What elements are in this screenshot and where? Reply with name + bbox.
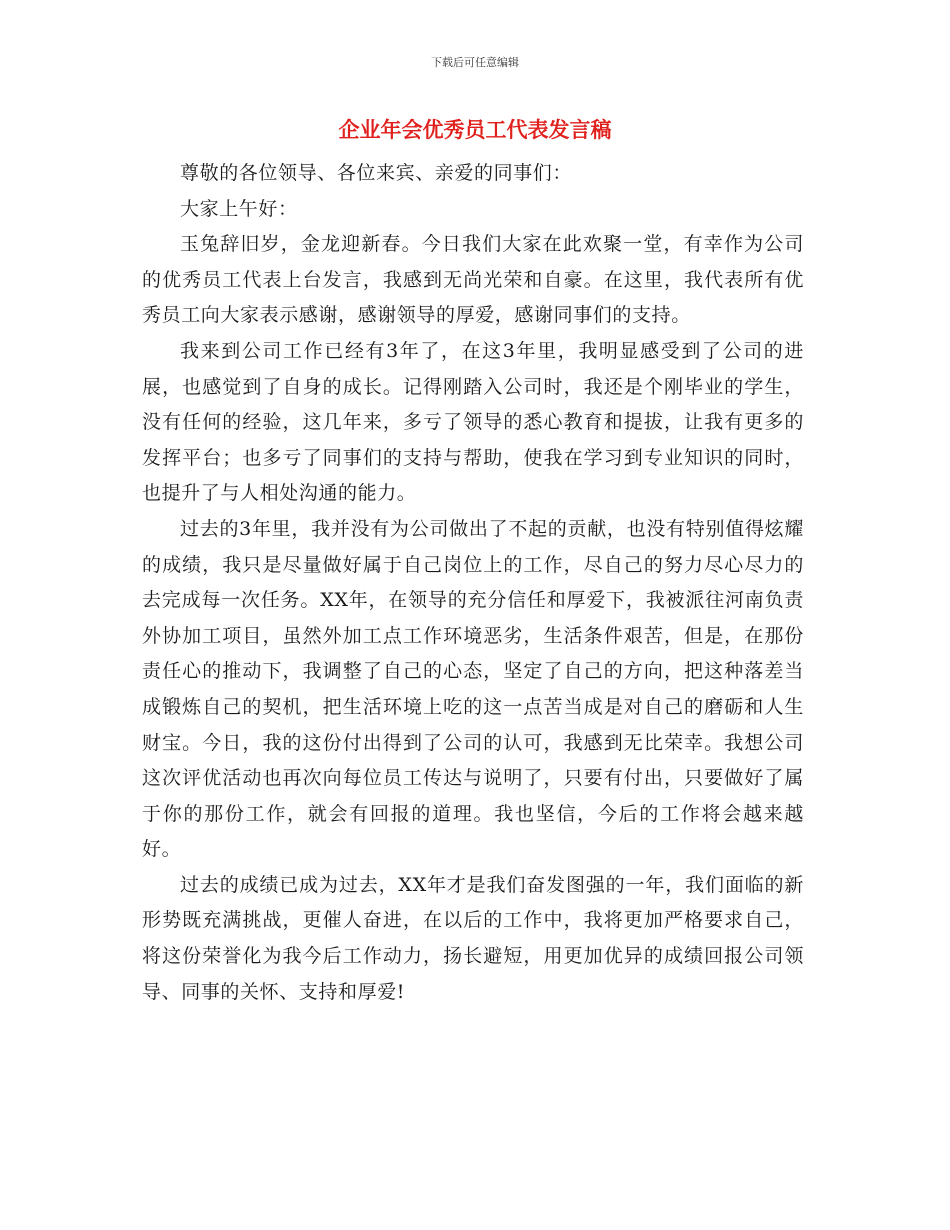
body-paragraph: 过去的3年里，我并没有为公司做出了不起的贡献，也没有特别值得炫耀的成绩，我只是尽量做好属于自己岗位上的工作，尽自己的努力尽心尽力的去完成每一次任务。XX年，在领导的充分信任和厚爱下，我被派往河南负责外协加工项目，虽然外加工点工作环境恶劣，生活条件艰苦，但是，在那份责任心的推动下，我调整了自己的心态，坚定了自己的方向，把这种落差当成锻炼自己的契机，把生活环境上吃的这一点苦当成是对自己的磨砺和人生财宝。今日，我的这份付出得到了公司的认可，我感到无比荣幸。我想公司这次评优活动也再次向每位员工传达与说明了，只要有付出，只要做好了属于你的那份工作，就会有回报的道理。我也坚信，今后的工作将会越来越好。 [142, 517, 804, 861]
body-paragraph: 过去的成绩已成为过去，XX年才是我们奋发图强的一年，我们面临的新形势既充满挑战，更催人奋进，在以后的工作中，我将更加严格要求自己，将这份荣誉化为我今后工作动力，扬长避短，用更加优异的成绩回报公司领导、同事的关怀、支持和厚爱! [142, 873, 804, 1003]
body-paragraph: 我来到公司工作已经有3年了，在这3年里，我明显感受到了公司的进展，也感觉到了自身的成长。记得刚踏入公司时，我还是个刚毕业的学生，没有任何的经验，这几年来，多亏了领导的悉心教育和提拔，让我有更多的发挥平台；也多亏了同事们的支持与帮助，使我在学习到专业知识的同时，也提升了与人相处沟通的能力。 [142, 339, 804, 505]
document-title: 企业年会优秀员工代表发言稿 [338, 118, 612, 142]
salutation-paragraph: 大家上午好： [180, 197, 298, 220]
greeting-paragraph: 尊敬的各位领导、各位来宾、亲爱的同事们： [180, 162, 573, 184]
document-body [142, 156, 804, 1010]
body-paragraph: 玉兔辞旧岁，金龙迎新春。今日我们大家在此欢聚一堂，有幸作为公司的优秀员工代表上台发言，我感到无尚光荣和自豪。在这里，我代表所有优秀员工向大家表示感谢，感谢领导的厚爱，感谢同事们的支持。 [142, 233, 804, 327]
page-header: 下载后可任意编辑 [431, 56, 519, 69]
